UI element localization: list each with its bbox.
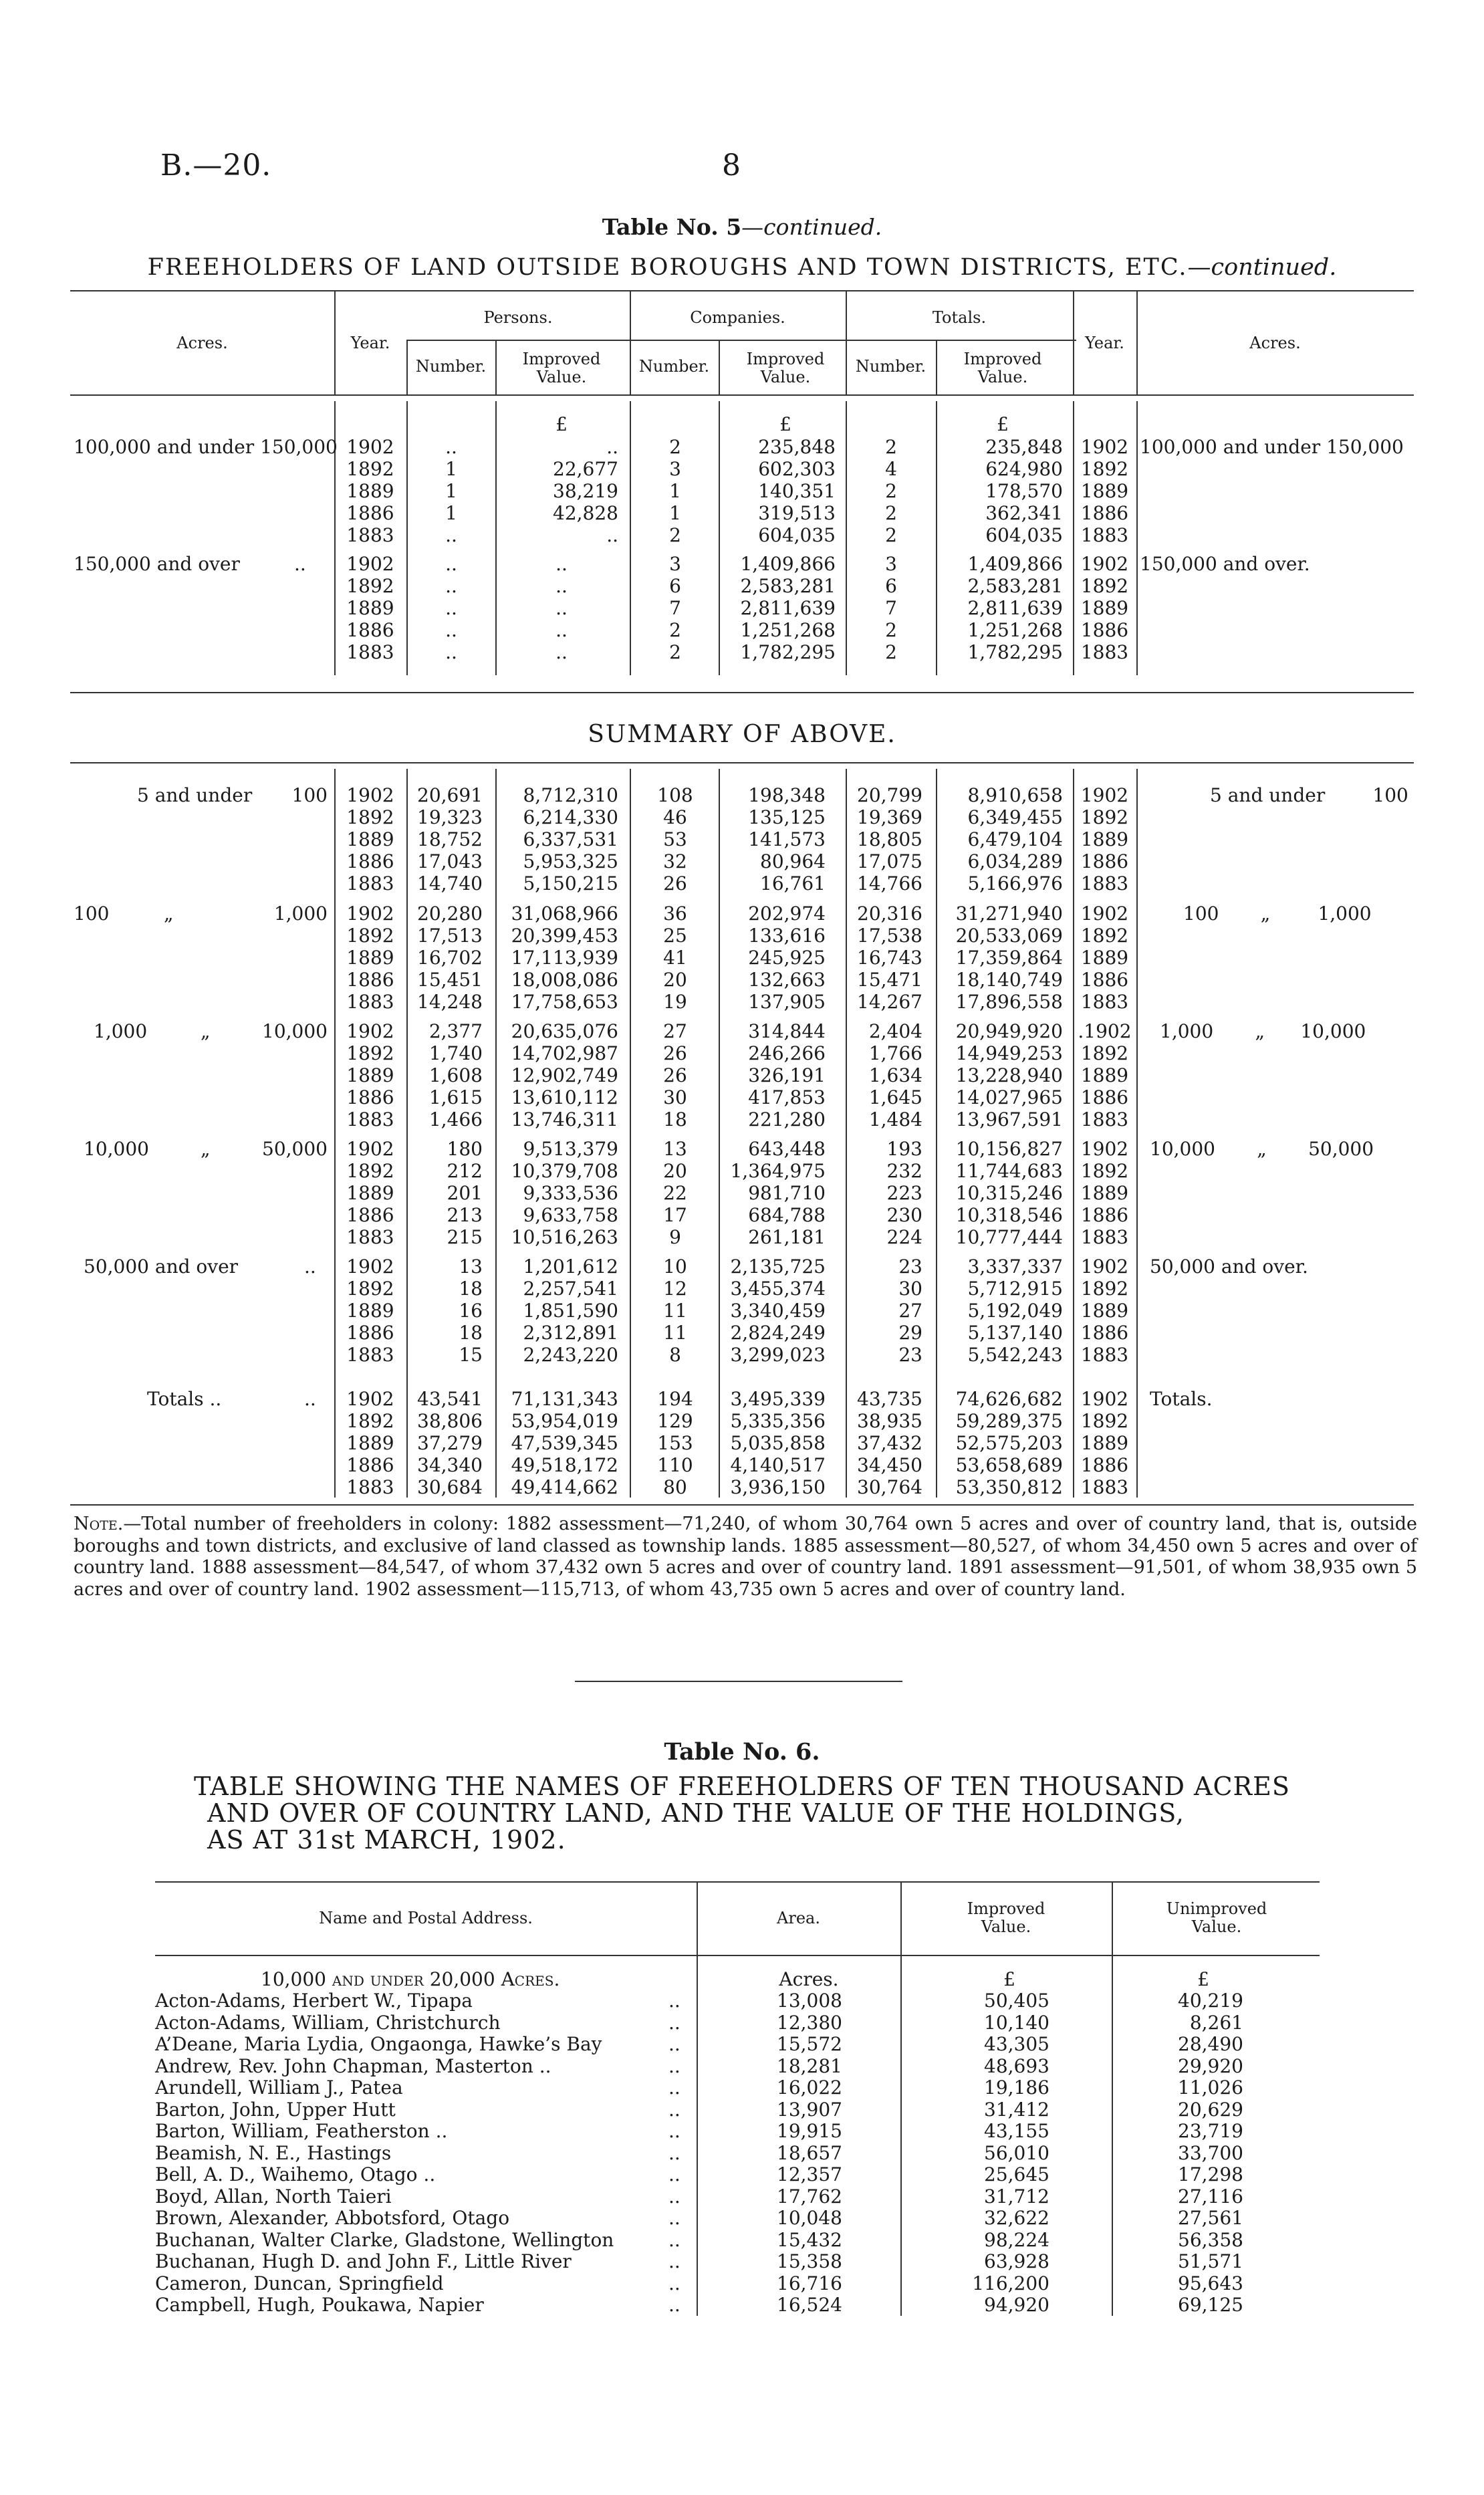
year-column: 1902 1892 1889 1886 1883 <box>346 436 394 546</box>
totals-improved: 10,156,827 11,744,683 10,315,246 10,318,546 10,777,444 <box>955 1138 1063 1248</box>
table6-title: Table No. 6. <box>664 1738 820 1766</box>
persons-improved: 9,513,379 10,379,708 9,333,536 9,633,758 10,516,263 <box>511 1138 618 1248</box>
persons-number: .. 1 1 1 .. <box>445 436 457 546</box>
row-acres-label-right: 150,000 and over. <box>1140 553 1310 575</box>
unit-pound: £ <box>997 413 1009 435</box>
col-divider <box>630 769 631 1498</box>
col-divider <box>495 401 497 675</box>
col-divider <box>1136 401 1138 675</box>
totals-improved: 235,848 624,980 178,570 362,341 604,035 <box>985 436 1063 546</box>
col-divider <box>719 340 720 394</box>
summary-acres-from: Totals .. <box>147 1388 222 1410</box>
note-text: —Total number of freeholders in colony: 1882 assessment—71,240, of whom 30,764 own 5 acres and over of country land, that is, outside boroughs and town districts, and exclusive of land classed as township lands. 1885 assessment—80,527, of whom 34,450 own 5 acres and over of country land. 1888 assessment—84,547, of whom 37,432 own 5 acres and over of country land. 1891 assessment—91,501, of whom 38,935 own 5 acres and over of country land. 1902 assessment—115,713, of whom 43,735 own 5 acres and over of country land. <box>74 1514 1417 1600</box>
header-totals-improved: Improved Value. <box>963 350 1042 386</box>
unit-pound: £ <box>1197 1968 1209 1990</box>
year-column: 1902 1892 1889 1886 1883 <box>346 1138 394 1248</box>
totals-number: 3 6 7 2 2 <box>885 553 897 663</box>
companies-improved: 198,348 135,125 141,573 80,964 16,761 <box>748 784 826 895</box>
companies-number: 36 25 41 20 19 <box>663 903 687 1013</box>
table6-heading-line1: TABLE SHOWING THE NAMES OF FREEHOLDERS OF TEN THOUSAND ACRES <box>194 1772 1290 1801</box>
unit-acres: Acres. <box>779 1968 839 1990</box>
table5-title-text: Table No. 5 <box>602 214 742 240</box>
companies-number: 108 46 53 32 26 <box>657 784 693 895</box>
ditto-mark: „ <box>164 903 174 925</box>
col-divider <box>630 401 631 675</box>
persons-improved: 8,712,310 6,214,330 6,337,531 5,953,325 5,150,215 <box>523 784 618 895</box>
page-identifier: B.—20. <box>160 148 272 183</box>
year-column: 1902 1892 1889 1886 1883 <box>346 1256 394 1366</box>
persons-improved: 20,635,076 14,702,987 12,902,749 13,610,112 13,746,311 <box>511 1020 618 1131</box>
persons-number: 20,280 17,513 16,702 15,451 14,248 <box>417 903 483 1013</box>
col-divider <box>719 401 720 675</box>
header-area: Area. <box>777 1909 820 1927</box>
col-divider <box>406 769 408 1498</box>
summary-acres-right: 5 and under 100 <box>1210 784 1408 806</box>
summary-acres-right: 1,000 „ 10,000 <box>1160 1020 1366 1042</box>
persons-number: .. .. .. .. .. <box>445 553 457 663</box>
companies-number: 3 6 7 2 2 <box>669 553 681 663</box>
col-divider <box>936 401 937 675</box>
companies-improved: 314,844 246,266 326,191 417,853 221,280 <box>748 1020 826 1131</box>
totals-number: 2 4 2 2 2 <box>885 436 897 546</box>
col-divider <box>936 769 937 1498</box>
improved-value-column: 50,405 10,140 43,305 48,693 19,186 31,412 43,155 56,010 25,645 31,712 32,622 98,224 63,928 116,200 94,920 <box>972 1990 1049 2316</box>
table6-heading <box>154 1773 1330 1853</box>
col-divider <box>1073 769 1074 1498</box>
summary-acres-from: 100 <box>74 903 110 925</box>
header-improved-value: Improved Value. <box>967 1899 1045 1936</box>
note-label: Note. <box>74 1514 124 1534</box>
persons-number: 43,541 38,806 37,279 34,340 30,684 <box>417 1388 483 1498</box>
unit-pound: £ <box>1003 1968 1015 1990</box>
header-acres: Acres. <box>176 334 228 352</box>
year-column: 1902 1892 1889 1886 1883 <box>346 903 394 1013</box>
companies-improved: 202,974 133,616 245,925 132,663 137,905 <box>748 903 826 1013</box>
summary-acres-to: 1,000 <box>273 903 328 925</box>
group-heading: 10,000 and under 20,000 Acres. <box>261 1968 560 1990</box>
totals-improved: 20,949,920 14,949,253 13,228,940 14,027,965 13,967,591 <box>955 1020 1063 1131</box>
col-divider <box>697 1881 698 2316</box>
persons-improved: .. 22,677 38,219 42,828 .. <box>553 436 618 546</box>
totals-number: 20,316 17,538 16,743 15,471 14,267 <box>857 903 922 1013</box>
totals-improved: 8,910,658 6,349,455 6,479,104 6,034,289 5,166,976 <box>967 784 1063 895</box>
year-column: 1902 1892 1889 1886 1883 <box>346 784 394 895</box>
header-name-address: Name and Postal Address. <box>319 1909 533 1927</box>
totals-number: 23 30 27 29 23 <box>898 1256 922 1366</box>
rule <box>70 290 1414 291</box>
unit-pound: £ <box>779 413 791 435</box>
header-companies: Companies. <box>690 308 785 327</box>
year-column-right: .1902 1892 1889 1886 1883 <box>1078 1020 1132 1131</box>
header-companies-number: Number. <box>638 357 710 376</box>
header-companies-improved: Improved Value. <box>746 350 825 386</box>
companies-number: 27 26 26 30 18 <box>663 1020 687 1131</box>
col-divider <box>936 340 937 394</box>
totals-improved: 31,271,940 20,533,069 17,359,864 18,140,749 17,896,558 <box>955 903 1063 1013</box>
leader-dots: .. <box>294 553 306 575</box>
persons-improved: 71,131,343 53,954,019 47,539,345 49,518,172 49,414,662 <box>511 1388 618 1498</box>
col-divider <box>846 290 847 394</box>
col-divider <box>846 769 847 1498</box>
row-acres-label-right: 100,000 and under 150,000 <box>1140 436 1404 458</box>
header-persons: Persons. <box>483 308 553 327</box>
col-divider <box>334 769 336 1498</box>
companies-number: 194 129 153 110 80 <box>657 1388 693 1498</box>
header-year: Year. <box>350 334 390 352</box>
ditto-mark: „ <box>201 1138 211 1160</box>
year-column-right: 1902 1892 1889 1886 1883 <box>1080 1388 1129 1498</box>
summary-acres-from: 10,000 <box>84 1138 149 1160</box>
page-number: 8 <box>722 148 741 183</box>
table6-heading-line3: AS AT 31st MARCH, 1902. <box>207 1825 566 1855</box>
companies-improved: 2,135,725 3,455,374 3,340,459 2,824,249 3,299,023 <box>730 1256 826 1366</box>
unit-pound: £ <box>555 413 568 435</box>
year-column-right: 1902 1892 1889 1886 1883 <box>1080 784 1129 895</box>
totals-improved: 1,409,866 2,583,281 2,811,639 1,251,268 1,782,295 <box>967 553 1063 663</box>
header-totals: Totals. <box>932 308 987 327</box>
totals-number: 2,404 1,766 1,634 1,645 1,484 <box>868 1020 922 1131</box>
summary-acres-right: 10,000 „ 50,000 <box>1150 1138 1374 1160</box>
summary-acres-to: 100 <box>291 784 328 806</box>
summary-acres-to: 50,000 <box>262 1138 328 1160</box>
persons-improved: .. .. .. .. .. <box>555 553 568 663</box>
summary-acres-from: 1,000 <box>94 1020 148 1042</box>
rule <box>70 762 1414 763</box>
header-year-right: Year. <box>1085 334 1124 352</box>
col-divider <box>495 340 497 394</box>
totals-improved: 3,337,337 5,712,915 5,192,049 5,137,140 5,542,243 <box>967 1256 1063 1366</box>
rule <box>155 1881 1320 1883</box>
totals-number: 20,799 19,369 18,805 17,075 14,766 <box>857 784 922 895</box>
col-divider <box>406 401 408 675</box>
header-acres-right: Acres. <box>1249 334 1301 352</box>
companies-improved: 235,848 602,303 140,351 319,513 604,035 <box>758 436 836 546</box>
year-column: 1902 1892 1889 1886 1883 <box>346 1388 394 1498</box>
header-unimproved-value: Unimproved Value. <box>1166 1899 1267 1936</box>
leader-dots: .. <box>304 1388 316 1410</box>
area-column: 13,008 12,380 15,572 18,281 16,022 13,907 19,915 18,657 12,357 17,762 10,048 15,432 15,358 16,716 16,524 <box>777 1990 842 2316</box>
companies-number: 13 20 22 17 9 <box>663 1138 687 1248</box>
year-column-right: 1902 1892 1889 1886 1883 <box>1080 1256 1129 1366</box>
leader-dots: .. .. .. .. .. .. .. .. .. .. .. .. .. .. .. <box>668 1990 681 2316</box>
table6-heading-line2: AND OVER OF COUNTRY LAND, AND THE VALUE OF THE HOLDINGS, <box>207 1798 1185 1828</box>
table5-note <box>74 1514 1417 1600</box>
table5-subtitle-suffix: —continued. <box>1187 254 1337 281</box>
col-divider <box>900 1881 902 2316</box>
year-column: 1902 1892 1889 1886 1883 <box>346 553 394 663</box>
col-divider <box>846 401 847 675</box>
totals-number: 43,735 38,935 37,432 34,450 30,764 <box>857 1388 922 1498</box>
summary-acres-from: 5 and under <box>137 784 253 806</box>
table5-subtitle-text: FREEHOLDERS OF LAND OUTSIDE BOROUGHS AND TOWN DISTRICTS, ETC. <box>147 254 1188 281</box>
col-divider <box>1112 1881 1113 2316</box>
rule <box>155 1955 1320 1956</box>
row-acres-label: 150,000 and over <box>74 553 240 575</box>
col-divider <box>719 769 720 1498</box>
ditto-mark: „ <box>201 1020 211 1042</box>
header-persons-improved: Improved Value. <box>522 350 601 386</box>
year-column-right: 1902 1892 1889 1886 1883 <box>1080 436 1129 546</box>
summary-acres-from: 50,000 and over <box>84 1256 239 1278</box>
col-divider <box>1136 769 1138 1498</box>
summary-acres-right: Totals. <box>1150 1388 1213 1410</box>
totals-improved: 74,626,682 59,289,375 52,575,203 53,658,689 53,350,812 <box>955 1388 1063 1498</box>
companies-improved: 1,409,866 2,583,281 2,811,639 1,251,268 1,782,295 <box>740 553 836 663</box>
companies-improved: 643,448 1,364,975 981,710 684,788 261,181 <box>730 1138 826 1248</box>
rule <box>408 340 1076 341</box>
summary-acres-right: 50,000 and over. <box>1150 1256 1308 1278</box>
header-totals-number: Number. <box>855 357 926 376</box>
persons-number: 180 212 201 213 215 <box>447 1138 483 1248</box>
header-persons-number: Number. <box>415 357 487 376</box>
summary-acres-to: 10,000 <box>262 1020 328 1042</box>
year-column-right: 1902 1892 1889 1886 1883 <box>1080 1138 1129 1248</box>
unimproved-value-column: 40,219 8,261 28,490 29,920 11,026 20,629 23,719 33,700 17,298 27,116 27,561 56,358 51,571 95,643 69,125 <box>1178 1990 1243 2316</box>
year-column-right: 1902 1892 1889 1886 1883 <box>1080 903 1129 1013</box>
summary-title: SUMMARY OF ABOVE. <box>588 721 896 748</box>
col-divider <box>630 290 631 394</box>
year-column-right: 1902 1892 1889 1886 1883 <box>1080 553 1129 663</box>
year-column: 1902 1892 1889 1886 1883 <box>346 1020 394 1131</box>
companies-improved: 3,495,339 5,335,356 5,035,858 4,140,517 3,936,150 <box>730 1388 826 1498</box>
persons-number: 13 18 16 18 15 <box>459 1256 483 1366</box>
rule <box>70 1504 1414 1506</box>
rule <box>70 394 1414 396</box>
col-divider <box>495 769 497 1498</box>
companies-number: 2 3 1 1 2 <box>669 436 681 546</box>
section-separator <box>575 1681 902 1682</box>
freeholder-names: Acton-Adams, Herbert W., Tipapa Acton-Adams, William, Christchurch A’Deane, Maria Lydia, Ongaonga, Hawke’s Bay Andrew, Rev. John Chapman, Masterton .. Arundell, William J., Patea Barton, John, Upper Hutt Barton, William, Featherston .. Beamish, N. E., Hastings Bell, A. D., Waihemo, Otago .. Boyd, Allan, North Taieri Brown, Alexander, Abbotsford, Otago Buchanan, Walter Clarke, Gladstone, Wellington Buchanan, Hugh D. and John F., Little River Cameron, Duncan, Springfield Campbell, Hugh, Poukawa, Napier <box>155 1990 614 2316</box>
summary-acres-right: 100 „ 1,000 <box>1183 903 1372 925</box>
leader-dots: .. <box>304 1256 316 1278</box>
persons-improved: 31,068,966 20,399,453 17,113,939 18,008,086 17,758,653 <box>511 903 618 1013</box>
row-acres-label: 100,000 and under 150,000 <box>74 436 338 458</box>
persons-number: 20,691 19,323 18,752 17,043 14,740 <box>417 784 483 895</box>
rule <box>70 692 1414 693</box>
col-divider <box>1073 401 1074 675</box>
persons-number: 2,377 1,740 1,608 1,615 1,466 <box>428 1020 483 1131</box>
companies-number: 10 12 11 11 8 <box>663 1256 687 1366</box>
table5-title <box>0 214 1484 240</box>
table5-subtitle <box>0 254 1484 281</box>
persons-improved: 1,201,612 2,257,541 1,851,590 2,312,891 2,243,220 <box>523 1256 618 1366</box>
table5-title-suffix: —continued. <box>741 214 882 240</box>
totals-number: 193 232 223 230 224 <box>886 1138 922 1248</box>
